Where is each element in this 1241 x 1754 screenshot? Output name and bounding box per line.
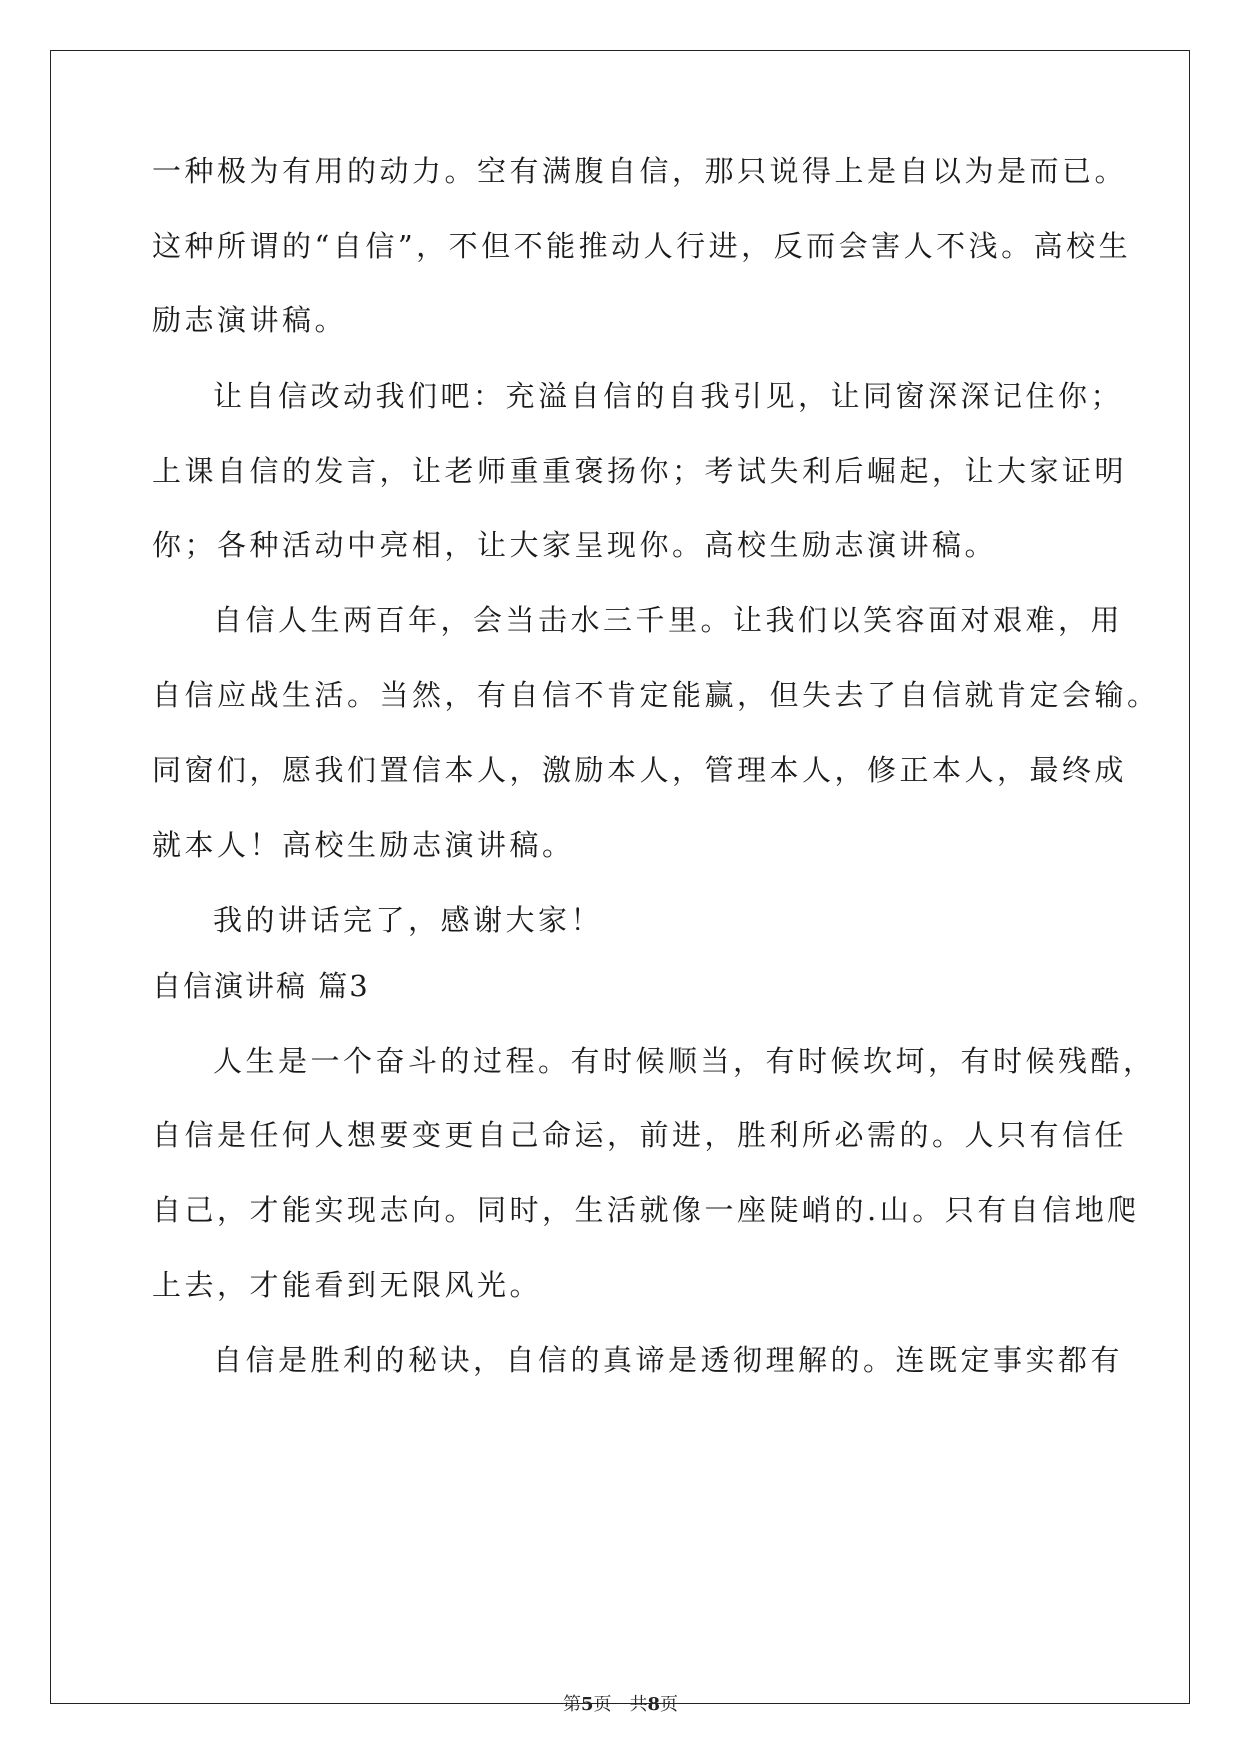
text-line: 你；各种活动中亮相，让大家呈现你。高校生励志演讲稿。: [152, 528, 998, 562]
text-line: 上课自信的发言，让老师重重褒扬你；考试失利后崛起，让大家证明: [152, 454, 1128, 488]
paragraph-first-line: 自信人生两百年，会当击水三千里。让我们以笑容面对艰难，用: [213, 603, 1124, 637]
footer-total-prefix: 共: [629, 1694, 648, 1715]
paragraph-first-line: 人生是一个奋斗的过程。有时候顺当，有时候坎坷，有时候残酷，: [213, 1044, 1156, 1078]
footer-total-pages: 8: [647, 1694, 661, 1715]
paragraph-first-line: 让自信改动我们吧：充溢自信的自我引见，让同窗深深记住你；: [213, 379, 1124, 413]
footer-total-label: 页: [660, 1694, 679, 1715]
text-line: 同窗们，愿我们置信本人，激励本人，管理本人，修正本人，最终成: [152, 753, 1128, 787]
text-line: 自信是任何人想要变更自己命运，前进，胜利所必需的。人只有信任: [152, 1118, 1128, 1152]
text-line: 一种极为有用的动力。空有满腹自信，那只说得上是自以为是而已。: [152, 154, 1128, 188]
section-heading: 自信演讲稿 篇3: [152, 969, 370, 1003]
text-line: 就本人！高校生励志演讲稿。: [152, 828, 575, 862]
text-line: 自己，才能实现志向。同时，生活就像一座陡峭的.山。只有自信地爬: [152, 1193, 1140, 1227]
paragraph-first-line: 自信是胜利的秘诀，自信的真谛是透彻理解的。连既定事实都有: [213, 1343, 1124, 1377]
footer-current-page: 5: [580, 1694, 594, 1715]
page-footer: [0, 1690, 1241, 1716]
paragraph-first-line: 我的讲话完了，感谢大家！: [213, 903, 604, 937]
text-line: 励志演讲稿。: [152, 303, 348, 337]
page-border: [50, 50, 1190, 1704]
text-line: 这种所谓的“自信”，不但不能推动人行进，反而会害人不浅。高校生: [152, 229, 1132, 263]
footer-page-label: 页: [593, 1694, 612, 1715]
text-line: 上去，才能看到无限风光。: [152, 1268, 543, 1302]
text-line: 自信应战生活。当然，有自信不肯定能赢，但失去了自信就肯定会输。: [152, 678, 1160, 712]
footer-page-prefix: 第: [562, 1694, 581, 1715]
